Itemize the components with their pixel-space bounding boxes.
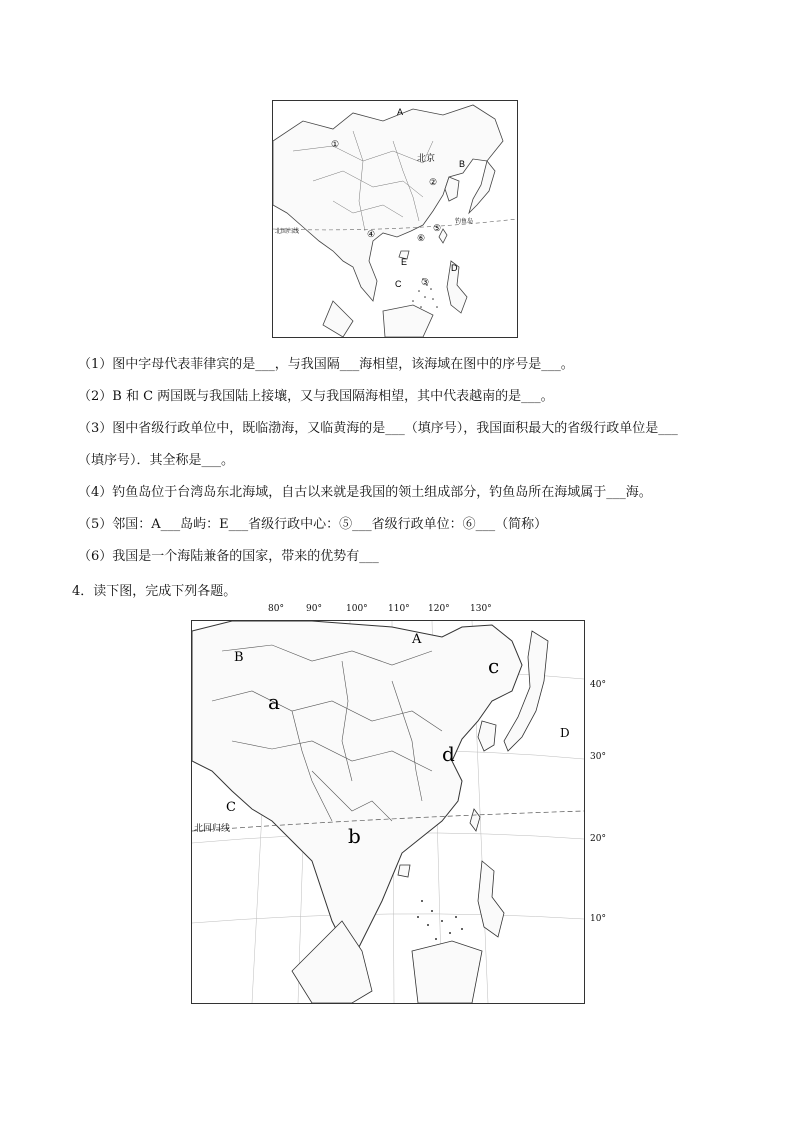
label-A: A	[397, 107, 404, 117]
label-A: A	[412, 632, 422, 647]
lon-tick-100: 100°	[346, 604, 368, 614]
lat-tick-40: 40°	[590, 680, 606, 690]
map-1	[272, 100, 518, 338]
label-C: C	[395, 279, 402, 289]
question-6: （6）我国是一个海陆兼备的国家，带来的优势有___	[78, 549, 379, 564]
lat-tick-10: 10°	[590, 914, 606, 924]
label-c: c	[488, 654, 500, 678]
question-3: （3）图中省级行政单位中，既临渤海，又临黄海的是___（填序号），我国面积最大的省级行政单位是___	[78, 421, 678, 436]
label-n4: ④	[367, 229, 376, 239]
label-n2: ②	[429, 177, 438, 187]
question-5: （5）邻国：A___岛屿：E___省级行政中心：⑤___省级行政单位：⑥___（简称）	[78, 517, 548, 532]
lat-tick-30: 30°	[590, 752, 606, 762]
map-2	[191, 620, 585, 1004]
label-diaoyu: 钓鱼岛	[455, 219, 474, 225]
label-n3: ③	[421, 277, 430, 287]
lon-tick-110: 110°	[388, 604, 410, 614]
label-C: C	[226, 800, 236, 815]
map-2-svg	[192, 621, 584, 1003]
label-B: B	[234, 650, 244, 665]
label-n6: ⑥	[417, 233, 426, 243]
lon-tick-130: 130°	[470, 604, 492, 614]
question-3-cont: （填序号）．其全称是___。	[78, 453, 235, 468]
lat-tick-20: 20°	[590, 834, 606, 844]
lon-tick-120: 120°	[428, 604, 450, 614]
question-4: （4）钓鱼岛位于台湾岛东北海域，自古以来就是我国的领土组成部分，钓鱼岛所在海域属于___海。	[78, 485, 652, 500]
label-n1: ①	[331, 139, 340, 149]
label-n5: ⑤	[433, 223, 442, 233]
label-d: d	[442, 742, 455, 766]
label-tropic-2: 北回归线	[194, 824, 231, 834]
section-heading-4: 4．读下图，完成下列各题。	[72, 584, 237, 599]
label-B: B	[459, 159, 466, 169]
label-D: D	[560, 726, 570, 740]
question-1: （1）图中字母代表菲律宾的是___，与我国隔___海相望，该海域在图中的序号是___。	[78, 357, 574, 372]
label-b: b	[348, 824, 361, 848]
lon-tick-90: 90°	[306, 604, 322, 614]
label-a: a	[268, 690, 280, 714]
map-1-svg	[273, 101, 517, 337]
label-D: D	[451, 263, 458, 273]
label-tropic-1: 北回归线	[275, 229, 300, 235]
label-beijing: 北京	[417, 153, 436, 163]
question-2: （2）B 和 C 两国既与我国陆上接壤，又与我国隔海相望，其中代表越南的是___。	[78, 389, 554, 404]
label-E: E	[401, 257, 408, 267]
lon-tick-80: 80°	[268, 604, 284, 614]
